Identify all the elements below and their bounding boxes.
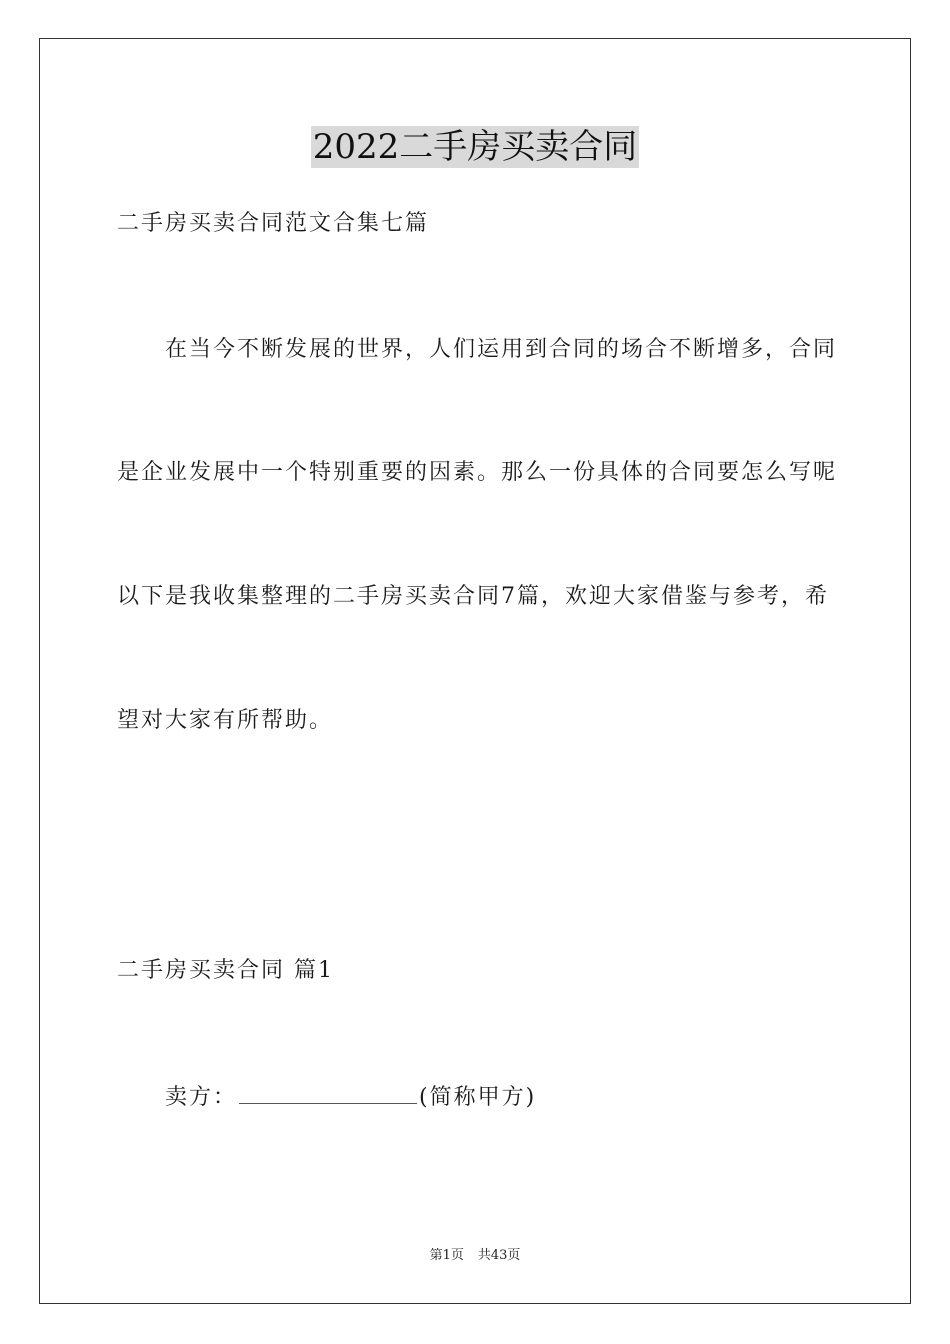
subtitle: 二手房买卖合同范文合集七篇 — [117, 211, 430, 236]
intro-line-3: 以下是我收集整理的二手房买卖合同7篇，欢迎大家借鉴与参考，希 — [117, 584, 829, 609]
seller-suffix: (简称甲方) — [419, 1085, 537, 1110]
seller-line — [165, 1081, 536, 1113]
page-total: 共43页 — [477, 1248, 521, 1263]
page-footer — [0, 1246, 950, 1266]
seller-label: 卖方： — [165, 1085, 238, 1110]
intro-line-2: 是企业发展中一个特别重要的因素。那么一份具体的合同要怎么写呢 — [117, 460, 838, 485]
title-container — [0, 126, 950, 168]
section-heading: 二手房买卖合同 篇1 — [117, 958, 334, 983]
page-current: 第1页 — [429, 1248, 464, 1263]
document-title: 2022二手房买卖合同 — [312, 127, 638, 167]
intro-line-4: 望对大家有所帮助。 — [117, 708, 334, 733]
intro-line-1: 在当今不断发展的世界，人们运用到合同的场合不断增多，合同 — [165, 337, 838, 362]
seller-blank-field — [239, 1081, 417, 1104]
